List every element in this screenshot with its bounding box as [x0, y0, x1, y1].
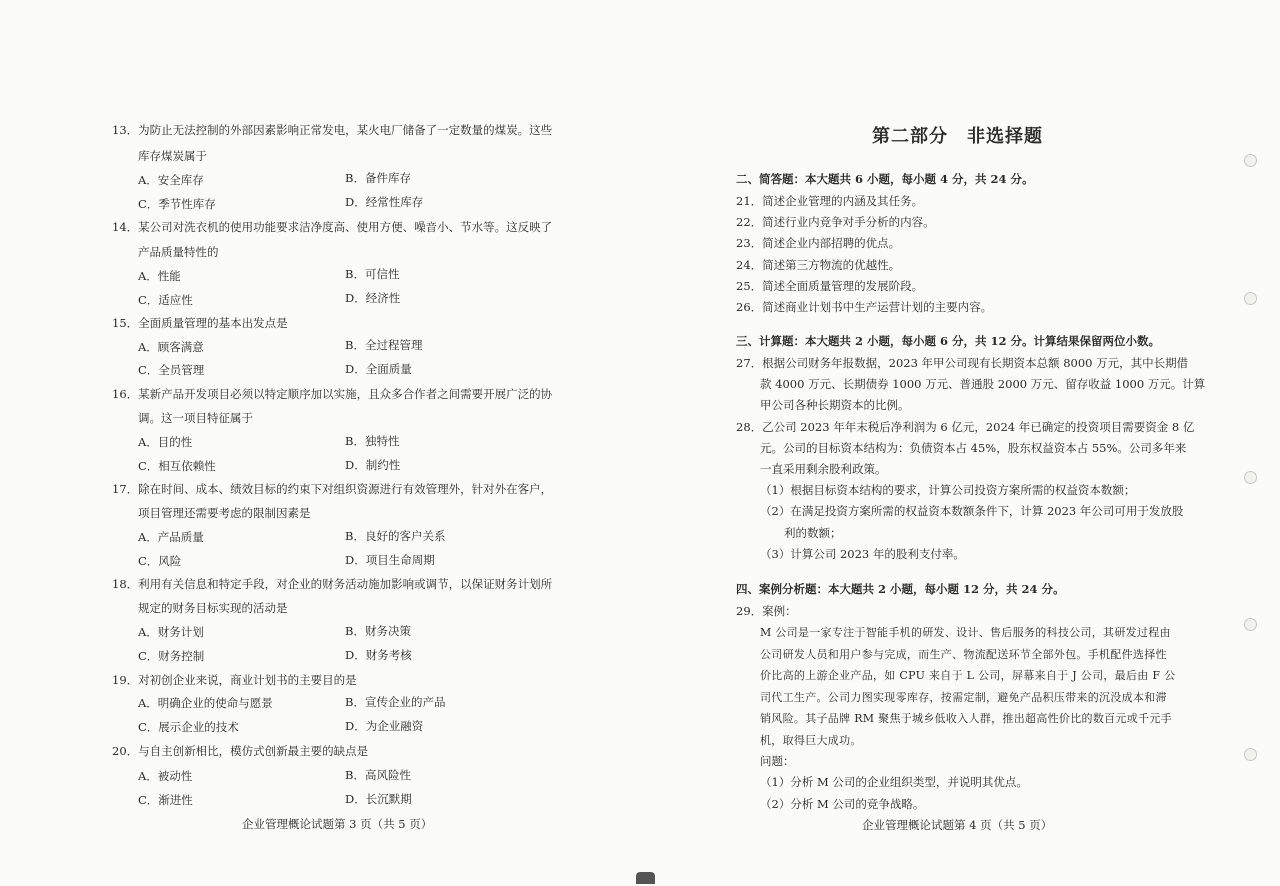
question-21: 21．简述企业管理的内涵及其任务。	[736, 194, 924, 208]
case-line-2: 公司研发人员和用户参与完成，而生产、物流配送环节全部外包。手机配件选择性	[760, 648, 1167, 661]
question-17-option-b: B．良好的客户关系	[345, 529, 446, 543]
section-2-heading: 二、简答题：本大题共 6 小题，每小题 4 分，共 24 分。	[736, 172, 1034, 186]
section-4-heading: 四、案例分析题：本大题共 2 小题，每小题 12 分，共 24 分。	[736, 582, 1065, 596]
question-13-option-b: B．备件库存	[345, 171, 411, 185]
case-question-label: 问题：	[760, 754, 795, 768]
question-15-option-a: A．顾客满意	[138, 340, 204, 354]
question-14-cont: 产品质量特性的	[138, 245, 219, 259]
case-line-3: 价比高的上游企业产品，如 CPU 来自于 L 公司，屏幕来自于 J 公司，最后由 F 公	[760, 669, 1176, 682]
question-18-option-c: C．财务控制	[138, 649, 205, 663]
question-15-option-d: D．全面质量	[345, 362, 412, 376]
case-line-6: 机，取得巨大成功。	[760, 734, 862, 747]
question-20-option-c: C．渐进性	[138, 793, 193, 807]
question-28-line-3: 一直采用剩余股利政策。	[760, 462, 887, 476]
question-18-option-a: A．财务计划	[138, 625, 204, 639]
question-17-option-d: D．项目生命周期	[345, 553, 435, 567]
question-13-option-a: A．安全库存	[138, 173, 204, 187]
question-25: 25．简述全面质量管理的发展阶段。	[736, 279, 924, 293]
question-13-cont: 库存煤炭属于	[138, 149, 207, 163]
question-27-line-1: 27．根据公司财务年报数据，2023 年甲公司现有长期资本总额 8000 万元，其中长期借	[736, 356, 1189, 370]
left-page-footer: 企业管理概论试题第 3 页（共 5 页）	[242, 817, 433, 831]
case-question-2: （2）分析 M 公司的竞争战略。	[760, 797, 925, 811]
question-17-option-a: A．产品质量	[138, 530, 204, 544]
question-29-label: 29．案例：	[736, 604, 797, 618]
question-19-option-a: A．明确企业的使命与愿景	[138, 696, 273, 710]
case-line-1: M 公司是一家专注于智能手机的研发、设计、售后服务的科技公司，其研发过程由	[760, 626, 1171, 639]
question-16-option-c: C．相互依赖性	[138, 459, 216, 473]
question-17-stem: 17．除在时间、成本、绩效目标的约束下对组织资源进行有效管理外，针对外在客户，	[112, 482, 553, 496]
punch-hole	[1244, 618, 1257, 631]
case-line-4: 司代工生产。公司力图实现零库存，按需定制，避免产品积压带来的沉没成本和滞	[760, 691, 1167, 704]
question-22: 22．简述行业内竞争对手分析的内容。	[736, 215, 935, 229]
section-3-heading: 三、计算题：本大题共 2 小题，每小题 6 分，共 12 分。计算结果保留两位小数。	[736, 334, 1161, 348]
question-15-option-b: B．全过程管理	[345, 338, 423, 352]
question-14-option-d: D．经济性	[345, 291, 401, 305]
question-17-cont: 项目管理还需要考虑的限制因素是	[138, 506, 311, 520]
question-18-option-d: D．财务考核	[345, 648, 412, 662]
question-14-stem: 14．某公司对洗衣机的使用功能要求洁净度高、使用方便、噪音小、节水等。这反映了	[112, 220, 553, 234]
punch-hole	[1244, 748, 1257, 761]
case-line-5: 销风险。其子品牌 RM 聚焦于城乡低收入人群，推出超高性价比的数百元或千元手	[760, 712, 1172, 725]
question-28-sub-1: （1）根据目标资本结构的要求，计算公司投资方案所需的权益资本数额；	[760, 483, 1136, 497]
case-question-1: （1）分析 M 公司的企业组织类型，并说明其优点。	[760, 775, 1028, 789]
question-19-option-b: B．宣传企业的产品	[345, 695, 446, 709]
scanner-tab-marker	[636, 872, 655, 884]
question-19-option-c: C．展示企业的技术	[138, 720, 239, 734]
question-16-option-a: A．目的性	[138, 435, 193, 449]
question-18-cont: 规定的财务目标实现的活动是	[138, 601, 288, 615]
question-26: 26．简述商业计划书中生产运营计划的主要内容。	[736, 300, 993, 314]
question-28-sub-2: （2）在满足投资方案所需的权益资本数额条件下，计算 2023 年公司可用于发放股	[760, 504, 1184, 518]
question-16-cont: 调。这一项目特征属于	[138, 411, 253, 425]
question-16-option-b: B．独特性	[345, 434, 400, 448]
question-19-stem: 19．对初创企业来说，商业计划书的主要目的是	[112, 673, 357, 687]
question-20-stem: 20．与自主创新相比，模仿式创新最主要的缺点是	[112, 744, 369, 758]
question-23: 23．简述企业内部招聘的优点。	[736, 236, 901, 250]
punch-hole	[1244, 154, 1257, 167]
punch-hole	[1244, 292, 1257, 305]
question-17-option-c: C．风险	[138, 554, 182, 568]
question-13-stem: 13．为防止无法控制的外部因素影响正常发电，某火电厂储备了一定数量的煤炭。这些	[112, 123, 553, 137]
question-27-line-3: 甲公司各种长期资本的比例。	[760, 398, 910, 412]
question-15-stem: 15．全面质量管理的基本出发点是	[112, 316, 288, 330]
question-18-option-b: B．财务决策	[345, 624, 411, 638]
question-20-option-b: B．高风险性	[345, 768, 411, 782]
question-14-option-c: C．适应性	[138, 293, 193, 307]
question-14-option-a: A．性能	[138, 269, 181, 283]
question-27-line-2: 款 4000 万元、长期债券 1000 万元、普通股 2000 万元、留存收益 1000 万元。计算	[760, 377, 1206, 391]
question-13-option-d: D．经常性库存	[345, 195, 424, 209]
question-24: 24．简述第三方物流的优越性。	[736, 258, 901, 272]
right-page-footer: 企业管理概论试题第 4 页（共 5 页）	[862, 818, 1053, 832]
question-15-option-c: C．全员管理	[138, 363, 205, 377]
question-28-line-1: 28．乙公司 2023 年年末税后净利润为 6 亿元，2024 年已确定的投资项目需要资金 8 亿	[736, 420, 1195, 434]
question-13-option-c: C．季节性库存	[138, 197, 216, 211]
question-28-line-2: 元。公司的目标资本结构为：负债资本占 45%，股东权益资本占 55%。公司多年来	[760, 441, 1187, 455]
right-exam-page	[640, 0, 1280, 886]
question-16-option-d: D．制约性	[345, 458, 401, 472]
question-14-option-b: B．可信性	[345, 267, 400, 281]
question-28-sub-3: （3）计算公司 2023 年的股利支付率。	[760, 547, 965, 561]
punch-hole	[1244, 471, 1257, 484]
question-18-stem: 18．利用有关信息和特定手段，对企业的财务活动施加影响或调节，以保证财务计划所	[112, 577, 553, 591]
question-28-sub-2-cont: 利的数额；	[784, 526, 842, 540]
question-20-option-a: A．被动性	[138, 769, 193, 783]
part-two-title: 第二部分 非选择题	[872, 126, 1043, 147]
question-20-option-d: D．长沉默期	[345, 792, 412, 806]
question-19-option-d: D．为企业融资	[345, 719, 424, 733]
question-16-stem: 16．某新产品开发项目必须以特定顺序加以实施，且众多合作者之间需要开展广泛的协	[112, 387, 553, 401]
